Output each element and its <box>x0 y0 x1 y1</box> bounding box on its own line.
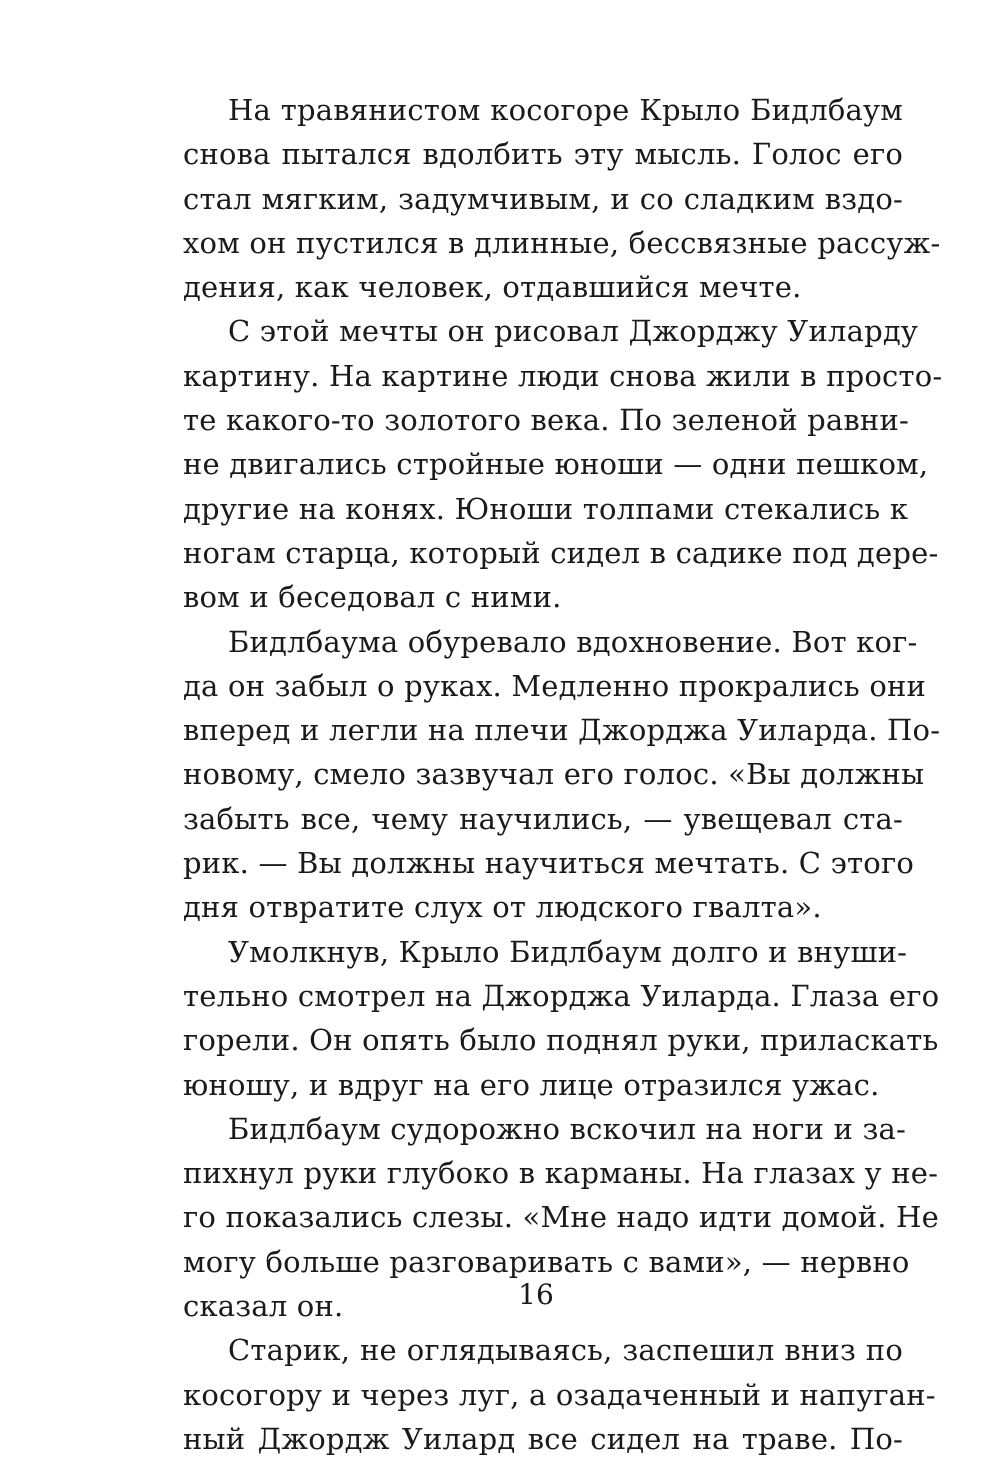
text-line: пихнул руки глубоко в карманы. На глазах у не- <box>183 1156 939 1191</box>
text-line: новому, смело зазвучал его голос. «Вы должны <box>183 757 925 792</box>
text-line: хом он пустился в длинные, бессвязные рассуж- <box>183 225 941 260</box>
text-line: ный Джордж Уилард все сидел на траве. По- <box>183 1421 903 1456</box>
text-line: снова пытался вдолбить эту мысль. Голос его <box>183 137 903 172</box>
body-text <box>183 88 943 1461</box>
text-line: дня отвратите слух от людского гвалта». <box>183 890 822 925</box>
text-line: горели. Он опять было поднял руки, приласкать <box>183 1023 939 1058</box>
text-line: Бидлбаума обуревало вдохновение. Вот ког- <box>228 624 918 659</box>
text-line: косогору и через луг, а озадаченный и напуган- <box>183 1377 936 1412</box>
paragraph <box>183 309 943 619</box>
page-number: 16 <box>518 1278 554 1311</box>
paragraph <box>183 1328 936 1461</box>
text-line: рик. — Вы должны научиться мечтать. С этого <box>183 846 914 881</box>
text-line: На травянистом косогоре Крыло Бидлбаум <box>228 93 903 127</box>
text-line: те какого-то золотого века. По зеленой равни- <box>183 403 909 438</box>
text-line: Умолкнув, Крыло Бидлбаум долго и внуши- <box>228 934 908 969</box>
text-line: Бидлбаум судорожно вскочил на ноги и за- <box>228 1111 906 1146</box>
text-line: дения, как человек, отдавшийся мечте. <box>183 270 802 305</box>
text-line: ногам старца, который сидел в садике под дере- <box>183 535 939 570</box>
text-line: могу больше разговаривать с вами», — нервно <box>183 1244 910 1279</box>
text-line: Старик, не оглядываясь, заспешил вниз по <box>228 1333 903 1368</box>
text-line: забыть все, чему научились, — увещевал ста- <box>183 801 903 836</box>
paragraph <box>183 930 940 1107</box>
text-line: картину. На картине люди снова жили в просто- <box>183 358 943 393</box>
text-line: юношу, и вдруг на его лице отразился ужас. <box>183 1067 880 1102</box>
text-line: стал мягким, задумчивым, и со сладким вздо- <box>183 181 903 216</box>
text-line: тельно смотрел на Джорджа Уиларда. Глаза его <box>183 978 940 1013</box>
text-line: вперед и легли на плечи Джорджа Уиларда. По- <box>183 713 941 748</box>
paragraph <box>183 620 941 930</box>
text-line: го показались слезы. «Мне надо идти домой. Не <box>183 1200 939 1235</box>
text-line: да он забыл о руках. Медленно прокрались они <box>183 668 927 703</box>
paragraph <box>183 88 941 309</box>
text-line: С этой мечты он рисовал Джорджу Уиларду <box>228 314 919 349</box>
text-line: другие на конях. Юноши толпами стекались к <box>183 491 909 526</box>
text-line: сказал он. <box>183 1289 344 1324</box>
text-line: вом и беседовал с ними. <box>183 580 562 615</box>
text-line: не двигались стройные юноши — одни пешком, <box>183 447 929 482</box>
